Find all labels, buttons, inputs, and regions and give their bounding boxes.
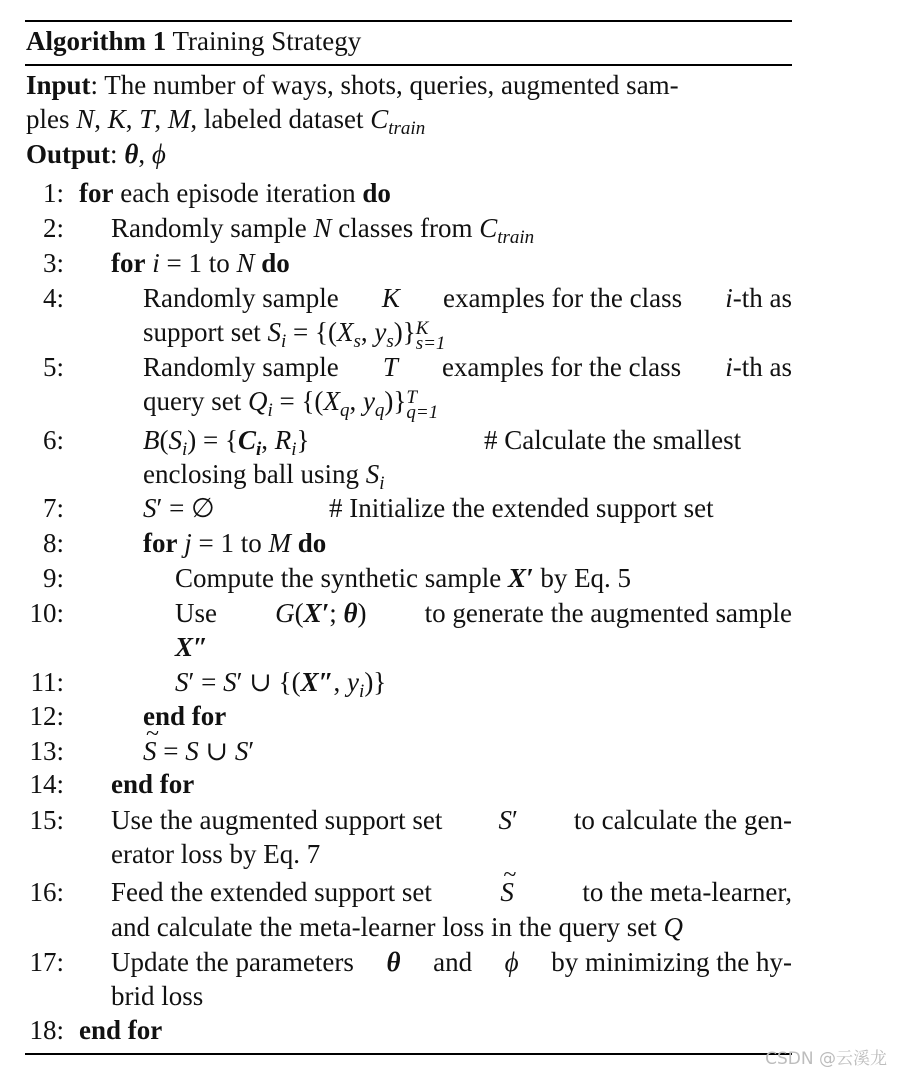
top-rule — [25, 20, 792, 22]
algorithm-label: Algorithm 1 — [26, 26, 167, 56]
algo-line-5: 5: Randomly sample T examples for the class i-th as — [42, 352, 792, 382]
output-label: Output — [26, 139, 111, 169]
title-rule — [25, 64, 792, 66]
comment-line-6: # Calculate the smallest — [484, 425, 742, 455]
algo-line-1: 1: for each episode iteration do — [42, 178, 391, 208]
algo-line-9: 9: Compute the synthetic sample X′ by Eq. 5 — [42, 563, 632, 593]
input-label: Input — [26, 70, 91, 100]
algo-line-15: 15: Use the augmented support set S′ to calculate the gen- — [29, 805, 792, 835]
algo-line-17-cont: brid loss — [111, 981, 204, 1011]
algo-line-5-cont: query set $Q_i = \{(X_q$, $y_q$)} T q=1 — [143, 386, 439, 423]
algo-line-2: 2: Randomly sample N classes from $C_{train}$ — [42, 213, 535, 248]
algo-line-15-cont: erator loss by Eq. 7 — [111, 839, 321, 869]
algo-line-10: 10: Use G(X′; θ) to generate the augmented sample — [29, 598, 792, 628]
algo-line-7: 7: S′ = ∅ # Initialize the extended support set — [42, 493, 714, 523]
algo-line-3: 3: for i = 1 to N do — [42, 248, 290, 278]
algo-line-6: 6: $B(S_i) = \{C_i$, $R_i$} # Calculate the smallest — [42, 425, 742, 460]
algo-line-16: 16: Feed the extended support set ~ S to the meta-learner, — [0, 875, 901, 909]
algo-line-12: 12: end for — [29, 701, 227, 731]
algo-line-18: 18: end for — [29, 1015, 163, 1045]
output-block: Output: θ, ϕ — [26, 139, 166, 169]
algo-line-14: 14: end for — [29, 769, 195, 799]
algorithm-title — [26, 26, 361, 57]
algo-line-16-cont: and calculate the meta-learner loss in the query set Q — [111, 912, 684, 942]
algo-line-10-cont: X″ — [175, 632, 208, 662]
algo-line-11: 11: S′ = S′ ∪ {(X″, $y_i$)} — [30, 667, 387, 702]
comment-line-7: # Initialize the extended support set — [329, 493, 714, 523]
algo-line-17: 17: Update the parameters θ and ϕ by minimizing the hy- — [29, 947, 792, 977]
input-block: Input: The number of ways, shots, queries, augmented sam- — [26, 70, 679, 100]
algorithm-name: Training Strategy — [172, 26, 362, 56]
algo-line-4-cont: support set $S_i = \{(X_s$, $y_s$)} K s=1 — [143, 317, 446, 354]
bottom-rule — [25, 1053, 792, 1055]
algo-line-6-cont: enclosing ball using $S_i$ — [143, 459, 385, 494]
algo-line-4: 4: Randomly sample K examples for the class i-th as — [42, 283, 792, 313]
watermark: CSDN @云溪龙 — [765, 1049, 887, 1069]
algo-line-13: 13: ~ S = S ∪ S′ — [0, 734, 901, 768]
algo-line-8: 8: for j = 1 to M do — [42, 528, 327, 558]
input-block-cont: ples N, K, T, M, labeled dataset $C_{train}$ — [26, 104, 426, 139]
